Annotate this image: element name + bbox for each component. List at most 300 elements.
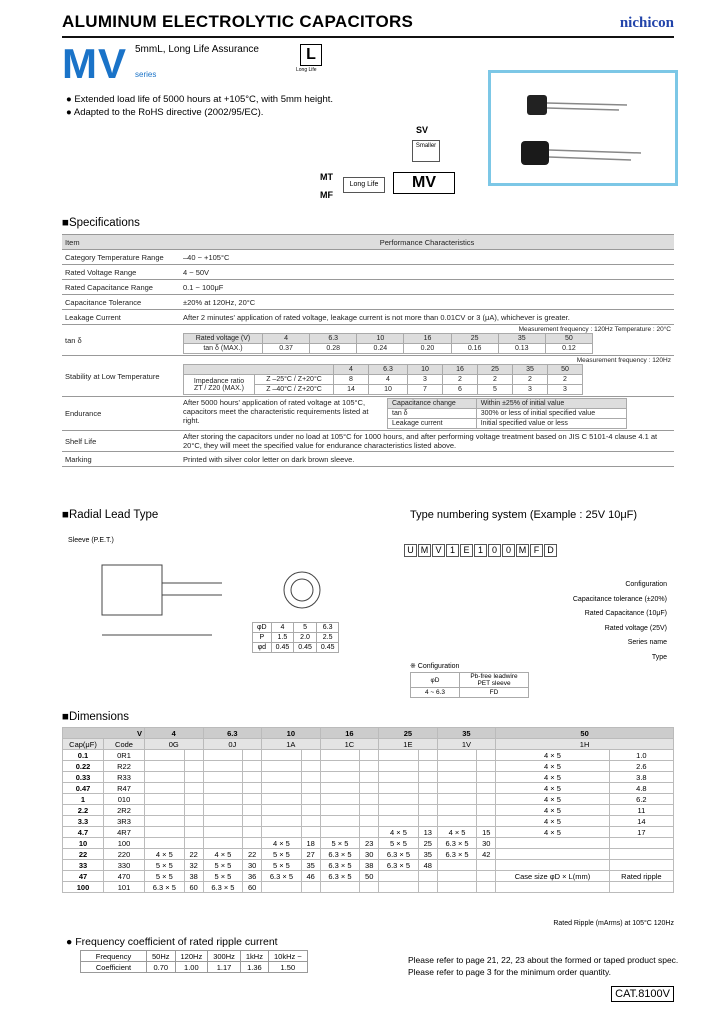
cap-cell: 10 bbox=[63, 838, 104, 849]
case-size-cell: 4 × 5 bbox=[496, 783, 610, 794]
note-taped-spec: Please refer to page 21, 22, 23 about the formed or taped product spec. bbox=[408, 955, 679, 965]
table-row bbox=[63, 816, 674, 827]
ripple-cell bbox=[301, 794, 320, 805]
case-size-cell bbox=[320, 794, 360, 805]
case-size-cell bbox=[203, 827, 243, 838]
code-cell: 4R7 bbox=[104, 827, 145, 838]
dim-label: P bbox=[253, 633, 272, 643]
spec-value: –40 ~ +105°C bbox=[180, 250, 674, 265]
code-char: E bbox=[460, 544, 473, 557]
case-size-cell: 4 × 5 bbox=[496, 816, 610, 827]
ripple-cell bbox=[477, 794, 496, 805]
case-size-cell: 6.3 × 5 bbox=[320, 849, 360, 860]
spec-item: Leakage Current bbox=[62, 310, 180, 325]
code-char: F bbox=[530, 544, 543, 557]
ripple-cell: 30 bbox=[243, 860, 262, 871]
case-size-cell bbox=[437, 805, 477, 816]
ripple-cell bbox=[477, 772, 496, 783]
dim-value: 4 bbox=[271, 623, 294, 633]
case-size-cell: 6.3 × 5 bbox=[437, 849, 477, 860]
tan-value: 0.16 bbox=[451, 344, 498, 354]
ripple-cell bbox=[477, 871, 496, 882]
endurance-text: After 5000 hours' application of rated voltage at 105°C, capacitors meet the characteristic requirements listed at right. bbox=[183, 398, 369, 425]
voltage-cell: 6.3 bbox=[310, 334, 357, 344]
ripple-cell bbox=[477, 761, 496, 772]
case-size-cell bbox=[437, 761, 477, 772]
ripple-cell bbox=[243, 827, 262, 838]
case-size-cell bbox=[203, 772, 243, 783]
case-size-cell bbox=[320, 816, 360, 827]
endurance-value: Within ±25% of initial value bbox=[476, 399, 626, 409]
case-size-cell bbox=[145, 838, 185, 849]
tan-note: Measurement frequency : 120Hz Temperature : 20°C bbox=[518, 326, 671, 333]
case-size-cell: 6.3 × 5 bbox=[320, 860, 360, 871]
spec-item: tan δ bbox=[62, 325, 180, 356]
family-sv: SV bbox=[416, 125, 429, 135]
tan-value: 0.20 bbox=[404, 344, 451, 354]
tan-label: tan δ (MAX.) bbox=[184, 344, 263, 354]
dimensions-title: Dimensions bbox=[68, 711, 130, 723]
case-size-cell: 5 × 5 bbox=[145, 860, 185, 871]
case-size-cell: 6.3 × 5 bbox=[437, 838, 477, 849]
section-title-dimensions: ■Dimensions bbox=[62, 711, 130, 723]
ripple-cell: 17 bbox=[609, 827, 673, 838]
table-row bbox=[62, 431, 674, 452]
ripple-cell: 23 bbox=[360, 838, 379, 849]
row-label: Z –25°C / Z+20°C bbox=[255, 375, 334, 385]
ripple-cell bbox=[184, 750, 203, 761]
ripple-cell bbox=[301, 827, 320, 838]
code-char: 1 bbox=[446, 544, 459, 557]
case-size-cell bbox=[496, 838, 610, 849]
ripple-cell: 46 bbox=[301, 871, 320, 882]
case-size-cell: 5 × 5 bbox=[379, 838, 419, 849]
case-size-cell: 4 × 5 bbox=[262, 838, 302, 849]
case-size-cell bbox=[437, 772, 477, 783]
cap-cell: 0.22 bbox=[63, 761, 104, 772]
family-mt: MT bbox=[320, 172, 333, 182]
cap-cell: 0.47 bbox=[63, 783, 104, 794]
ripple-cell bbox=[477, 816, 496, 827]
ratio-cell: 8 bbox=[334, 375, 369, 385]
freq-cell: Coefficient bbox=[81, 962, 147, 973]
ripple-cell bbox=[243, 838, 262, 849]
case-size-cell: 5 × 5 bbox=[320, 838, 360, 849]
v-label: V bbox=[63, 728, 145, 739]
case-size-cell: 6.3 × 5 bbox=[320, 871, 360, 882]
smaller-arrow: Smaller bbox=[412, 140, 440, 162]
code-cell: 3R3 bbox=[104, 816, 145, 827]
ripple-cell bbox=[609, 838, 673, 849]
endurance-table bbox=[387, 398, 627, 429]
ripple-cell: 38 bbox=[184, 871, 203, 882]
case-size-cell bbox=[262, 794, 302, 805]
voltage-cell: 50 bbox=[547, 365, 582, 375]
case-size-cell: 4 × 5 bbox=[496, 750, 610, 761]
case-size-cell bbox=[496, 860, 610, 871]
ripple-cell: 35 bbox=[418, 849, 437, 860]
case-size-cell bbox=[262, 816, 302, 827]
long-life-badge: L bbox=[300, 44, 322, 66]
ripple-cell bbox=[360, 783, 379, 794]
ripple-cell: 35 bbox=[301, 860, 320, 871]
case-size-cell: 6.3 × 5 bbox=[203, 882, 243, 893]
case-size-cell: 4 × 5 bbox=[379, 827, 419, 838]
table-row bbox=[63, 849, 674, 860]
page-title: ALUMINUM ELECTROLYTIC CAPACITORS bbox=[62, 12, 414, 31]
case-size-cell bbox=[262, 772, 302, 783]
voltage-cell: 10 bbox=[408, 365, 443, 375]
ripple-cell bbox=[360, 882, 379, 893]
impedance-ratio-label: Impedance ratio bbox=[193, 377, 245, 385]
spec-value: 0.1 ~ 100μF bbox=[180, 280, 674, 295]
spec-value bbox=[180, 325, 674, 356]
freq-header: Frequency bbox=[81, 951, 147, 962]
voltage-cell: 16 bbox=[404, 334, 451, 344]
spec-item: Marking bbox=[62, 452, 180, 467]
ripple-cell bbox=[418, 794, 437, 805]
ripple-cell bbox=[184, 816, 203, 827]
dim-label: φD bbox=[253, 623, 272, 633]
frequency-title: Frequency coefficient of rated ripple current bbox=[75, 936, 278, 948]
tan-value: 0.24 bbox=[357, 344, 404, 354]
case-size-cell bbox=[320, 772, 360, 783]
case-size-cell bbox=[379, 772, 419, 783]
ripple-cell bbox=[301, 805, 320, 816]
code-char: 0 bbox=[488, 544, 501, 557]
case-size-cell: 5 × 5 bbox=[262, 849, 302, 860]
code-cell: 101 bbox=[104, 882, 145, 893]
config-title: ※ Configuration bbox=[410, 663, 460, 670]
freq-header: 120Hz bbox=[175, 951, 208, 962]
case-size-cell bbox=[203, 794, 243, 805]
ratio-cell: 10 bbox=[368, 385, 407, 395]
table-row bbox=[62, 356, 674, 397]
ripple-cell bbox=[418, 783, 437, 794]
case-size-cell bbox=[145, 794, 185, 805]
case-size-cell bbox=[379, 761, 419, 772]
config-table bbox=[410, 672, 529, 698]
dim-value: 0.45 bbox=[316, 643, 339, 653]
voltage-cell: 6.3 bbox=[368, 365, 407, 375]
type-code bbox=[404, 540, 558, 558]
ripple-cell: 48 bbox=[418, 860, 437, 871]
type-numbering-labels bbox=[573, 578, 667, 665]
voltage-cell: 10 bbox=[357, 334, 404, 344]
type-label: Series name bbox=[627, 639, 667, 646]
dim-value: 0.45 bbox=[294, 643, 317, 653]
tan-label: Rated voltage (V) bbox=[184, 334, 263, 344]
ripple-cell: 15 bbox=[477, 827, 496, 838]
voltage-cell: 50 bbox=[545, 334, 592, 344]
ratio-cell: 3 bbox=[547, 385, 582, 395]
case-size-cell bbox=[262, 783, 302, 794]
ripple-cell: 42 bbox=[477, 849, 496, 860]
ripple-cell bbox=[418, 761, 437, 772]
ratio-cell: 7 bbox=[408, 385, 443, 395]
zt-label: ZT / Z20 (MAX.) bbox=[193, 384, 245, 392]
spec-item: Category Temperature Range bbox=[62, 250, 180, 265]
type-label: Rated Capacitance (10μF) bbox=[584, 610, 667, 617]
table-row bbox=[63, 838, 674, 849]
ripple-cell bbox=[477, 750, 496, 761]
ripple-cell bbox=[609, 882, 673, 893]
type-label: Capacitance tolerance (±20%) bbox=[572, 595, 667, 603]
spec-value: After storing the capacitors under no load at 105°C for 1000 hours, and after performing voltage treatment based on JIS C 5101-4 clause 4.1 at 20°C, they will meet the specified value for endurance characteristics listed above. bbox=[180, 431, 674, 452]
table-row bbox=[62, 310, 674, 325]
voltage-header: 50 bbox=[496, 728, 674, 739]
cap-cell: 33 bbox=[63, 860, 104, 871]
code-cell: 470 bbox=[104, 871, 145, 882]
type-label: Type bbox=[651, 653, 667, 661]
voltage-cell: 25 bbox=[451, 334, 498, 344]
ripple-cell bbox=[243, 750, 262, 761]
radial-title: Radial Lead Type bbox=[68, 509, 159, 521]
case-size-cell: 4 × 5 bbox=[203, 849, 243, 860]
ratio-cell: 2 bbox=[547, 375, 582, 385]
code-cell: R47 bbox=[104, 783, 145, 794]
code-cell: 330 bbox=[104, 860, 145, 871]
ripple-cell: 30 bbox=[360, 849, 379, 860]
case-size-cell: 6.3 × 5 bbox=[379, 849, 419, 860]
case-size-cell bbox=[437, 871, 477, 882]
case-size-cell bbox=[437, 882, 477, 893]
ratio-cell: 2 bbox=[512, 375, 547, 385]
freq-cell: 0.70 bbox=[147, 962, 176, 973]
voltage-cell: 16 bbox=[443, 365, 478, 375]
case-size-cell bbox=[203, 805, 243, 816]
code-char: U bbox=[404, 544, 417, 557]
voltage-code: 0G bbox=[145, 739, 204, 750]
spec-value: After 2 minutes' application of rated voltage, leakage current is not more than 0.01CV or 3 (μA), whichever is greater. bbox=[180, 310, 674, 325]
dimensions-footnote: Rated Ripple (mArms) at 105°C 120Hz bbox=[553, 920, 674, 927]
case-size-cell bbox=[262, 827, 302, 838]
ripple-cell: 11 bbox=[609, 805, 673, 816]
ripple-cell: 18 bbox=[301, 838, 320, 849]
ripple-cell bbox=[184, 838, 203, 849]
ratio-cell: 6 bbox=[443, 385, 478, 395]
tan-value: 0.28 bbox=[310, 344, 357, 354]
voltage-code: 1C bbox=[320, 739, 379, 750]
dim-value: 0.45 bbox=[271, 643, 294, 653]
ripple-cell: Rated ripple bbox=[609, 871, 673, 882]
code-cell: 0R1 bbox=[104, 750, 145, 761]
badge-label: Long Life bbox=[296, 67, 317, 73]
ripple-cell bbox=[184, 772, 203, 783]
case-size-cell: 6.3 × 5 bbox=[379, 860, 419, 871]
ripple-cell bbox=[418, 871, 437, 882]
voltage-header: 6.3 bbox=[203, 728, 262, 739]
ripple-cell bbox=[360, 827, 379, 838]
ripple-cell bbox=[301, 750, 320, 761]
case-size-cell bbox=[437, 816, 477, 827]
ripple-cell bbox=[243, 805, 262, 816]
spec-item: Stability at Low Temperature bbox=[62, 356, 180, 397]
voltage-cell: 4 bbox=[334, 365, 369, 375]
case-size-cell: 4 × 5 bbox=[496, 772, 610, 783]
ripple-cell bbox=[418, 805, 437, 816]
stability-note: Measurement frequency : 120Hz bbox=[576, 357, 671, 364]
table-row bbox=[63, 882, 674, 893]
spec-item: Rated Capacitance Range bbox=[62, 280, 180, 295]
section-title-specifications: ■Specifications bbox=[62, 217, 140, 229]
table-row bbox=[63, 750, 674, 761]
table-row bbox=[63, 728, 674, 739]
voltage-header: 25 bbox=[379, 728, 438, 739]
case-size-cell: 4 × 5 bbox=[496, 805, 610, 816]
case-size-cell bbox=[203, 761, 243, 772]
spec-item: Endurance bbox=[62, 397, 180, 431]
ripple-cell: 32 bbox=[184, 860, 203, 871]
endurance-value: 300% or less of initial specified value bbox=[476, 409, 626, 419]
dimensions-table bbox=[62, 727, 674, 893]
case-size-cell: 4 × 5 bbox=[496, 761, 610, 772]
ripple-cell: 1.0 bbox=[609, 750, 673, 761]
ripple-cell: 22 bbox=[184, 849, 203, 860]
ripple-cell: 2.6 bbox=[609, 761, 673, 772]
table-row bbox=[62, 325, 674, 356]
case-size-cell bbox=[379, 794, 419, 805]
case-size-cell bbox=[145, 805, 185, 816]
config-header: φD bbox=[411, 673, 460, 688]
ripple-cell bbox=[360, 772, 379, 783]
dim-value: 1.5 bbox=[271, 633, 294, 643]
case-size-cell bbox=[145, 783, 185, 794]
case-size-cell: 6.3 × 5 bbox=[145, 882, 185, 893]
ripple-cell bbox=[477, 783, 496, 794]
bullet-item: ● Extended load life of 5000 hours at +105°C, with 5mm height. bbox=[66, 94, 334, 105]
voltage-header: 35 bbox=[437, 728, 496, 739]
table-row bbox=[62, 250, 674, 265]
table-row bbox=[62, 265, 674, 280]
table-row bbox=[62, 235, 674, 250]
tan-value: 0.12 bbox=[545, 344, 592, 354]
freq-cell: 1.00 bbox=[175, 962, 208, 973]
case-size-cell bbox=[320, 783, 360, 794]
cap-cell: 2.2 bbox=[63, 805, 104, 816]
voltage-code: 1H bbox=[496, 739, 674, 750]
ripple-cell: 60 bbox=[243, 882, 262, 893]
long-life-arrow: Long Life bbox=[343, 177, 385, 193]
case-size-cell bbox=[496, 882, 610, 893]
ripple-cell: 38 bbox=[360, 860, 379, 871]
case-size-cell bbox=[379, 805, 419, 816]
case-size-cell bbox=[262, 750, 302, 761]
ratio-cell: 4 bbox=[368, 375, 407, 385]
ripple-cell bbox=[184, 783, 203, 794]
type-label: Rated voltage (25V) bbox=[604, 624, 667, 632]
ripple-cell bbox=[418, 750, 437, 761]
ripple-cell bbox=[609, 849, 673, 860]
title-rule bbox=[62, 36, 674, 38]
case-size-cell bbox=[320, 761, 360, 772]
ripple-cell bbox=[243, 783, 262, 794]
code-char: 0 bbox=[502, 544, 515, 557]
case-size-cell: 4 × 5 bbox=[437, 827, 477, 838]
case-size-cell bbox=[379, 750, 419, 761]
table-row bbox=[62, 280, 674, 295]
endurance-label: Capacitance change bbox=[388, 399, 477, 409]
type-label: Configuration bbox=[625, 581, 667, 588]
radial-lead-drawing bbox=[62, 545, 242, 655]
freq-header: 50Hz bbox=[147, 951, 176, 962]
type-numbering-title: Type numbering system (Example : 25V 10μF) bbox=[410, 509, 638, 521]
table-row bbox=[63, 860, 674, 871]
specifications-title: Specifications bbox=[68, 217, 140, 229]
spec-value: 4 ~ 50V bbox=[180, 265, 674, 280]
family-mv-box: MV bbox=[393, 172, 455, 194]
ripple-cell bbox=[301, 783, 320, 794]
voltage-cell: 35 bbox=[512, 365, 547, 375]
case-size-cell: 5 × 5 bbox=[145, 871, 185, 882]
spec-value bbox=[180, 356, 674, 397]
ripple-cell: 22 bbox=[243, 849, 262, 860]
ripple-cell: 14 bbox=[609, 816, 673, 827]
voltage-cell: 35 bbox=[498, 334, 545, 344]
case-size-cell bbox=[262, 761, 302, 772]
freq-cell: 1.36 bbox=[240, 962, 268, 973]
ripple-cell bbox=[477, 805, 496, 816]
table-row bbox=[63, 827, 674, 838]
code-char: D bbox=[544, 544, 557, 557]
section-title-radial: ■Radial Lead Type bbox=[62, 509, 159, 521]
stability-table bbox=[183, 364, 583, 395]
ripple-cell: 27 bbox=[301, 849, 320, 860]
capacitor-image bbox=[491, 73, 675, 183]
ripple-cell bbox=[418, 816, 437, 827]
cap-cell: 47 bbox=[63, 871, 104, 882]
freq-header: 300Hz bbox=[208, 951, 241, 962]
voltage-cell: 4 bbox=[263, 334, 310, 344]
ripple-cell bbox=[301, 882, 320, 893]
header-cell: Performance Characteristics bbox=[180, 235, 674, 250]
ripple-cell bbox=[301, 772, 320, 783]
tan-value: 0.13 bbox=[498, 344, 545, 354]
ripple-cell: 60 bbox=[184, 882, 203, 893]
ripple-cell bbox=[360, 794, 379, 805]
case-size-cell bbox=[145, 816, 185, 827]
ripple-cell bbox=[243, 794, 262, 805]
row-label: Z –40°C / Z+20°C bbox=[255, 385, 334, 395]
case-size-cell bbox=[262, 882, 302, 893]
endurance-value: Initial specified value or less bbox=[476, 419, 626, 429]
case-size-cell bbox=[379, 816, 419, 827]
family-mf: MF bbox=[320, 190, 333, 200]
case-size-cell bbox=[320, 750, 360, 761]
frequency-table bbox=[80, 950, 308, 973]
case-size-cell: 5 × 5 bbox=[203, 860, 243, 871]
case-size-cell bbox=[203, 750, 243, 761]
voltage-code: 0J bbox=[203, 739, 262, 750]
table-row bbox=[62, 295, 674, 310]
sleeve-label: Sleeve (P.E.T.) bbox=[68, 537, 114, 544]
product-photo bbox=[488, 70, 678, 186]
brand-logo: nichicon bbox=[619, 15, 674, 31]
case-size-cell bbox=[437, 783, 477, 794]
ratio-cell: 3 bbox=[512, 385, 547, 395]
cap-cell: 4.7 bbox=[63, 827, 104, 838]
ripple-cell bbox=[184, 827, 203, 838]
ripple-cell: 30 bbox=[477, 838, 496, 849]
ripple-cell: 4.8 bbox=[609, 783, 673, 794]
spec-value bbox=[180, 397, 674, 431]
series-label: series bbox=[135, 70, 157, 79]
note-order-quantity: Please refer to page 3 for the minimum order quantity. bbox=[408, 967, 611, 977]
code-char: M bbox=[418, 544, 431, 557]
config-header: Pb-free leadwire PET sleeve bbox=[460, 673, 529, 688]
table-row bbox=[63, 871, 674, 882]
lead-dimension-table bbox=[252, 622, 339, 653]
